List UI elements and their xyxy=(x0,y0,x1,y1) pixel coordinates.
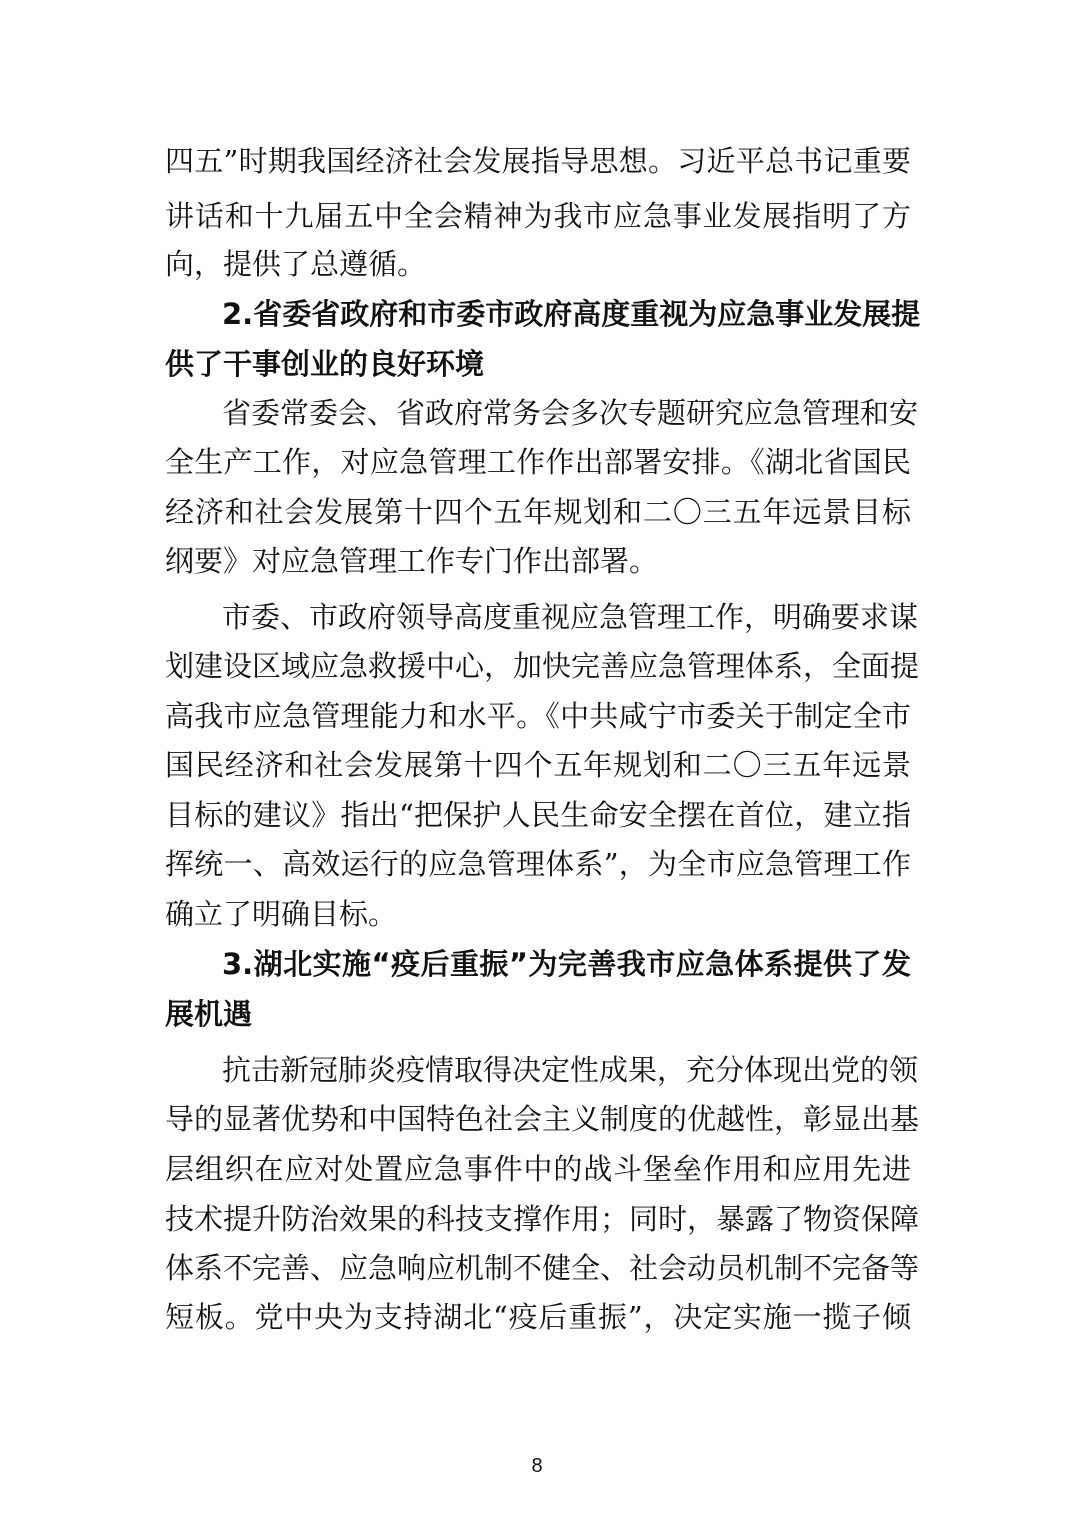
paragraph-line: 挥统一、高效运行的应急管理体系”，为全市应急管理工作 xyxy=(165,847,911,881)
page-number: 8 xyxy=(531,1455,543,1477)
paragraph-line: 向，提供了总遵循。 xyxy=(165,247,427,281)
paragraph-line: 省委常委会、省政府常务会多次专题研究应急管理和安 xyxy=(222,396,919,430)
section-heading-line: 3.湖北实施“疫后重振”为完善我市应急体系提供了发 xyxy=(222,947,911,981)
paragraph-line: 经济和社会发展第十四个五年规划和二〇三五年远景目标 xyxy=(165,495,911,529)
paragraph-line: 全生产工作，对应急管理工作作出部署安排。《湖北省国民 xyxy=(165,445,911,479)
paragraph-line: 四五”时期我国经济社会发展指导思想。习近平总书记重要 xyxy=(165,144,911,178)
paragraph-line: 层组织在应对处置应急事件中的战斗堡垒作用和应用先进 xyxy=(165,1152,911,1186)
paragraph-line: 确立了明确目标。 xyxy=(165,897,398,931)
paragraph-line: 划建设区域应急救援中心，加快完善应急管理体系，全面提 xyxy=(165,649,920,683)
paragraph-line: 讲话和十九届五中全会精神为我市应急事业发展指明了方 xyxy=(165,199,911,233)
paragraph-line: 纲要》对应急管理工作专门作出部署。 xyxy=(165,544,659,578)
paragraph-line: 技术提升防治效果的科技支撑作用；同时，暴露了物资保障 xyxy=(165,1202,920,1236)
section-heading-line: 展机遇 xyxy=(165,997,253,1031)
paragraph-line: 短板。党中央为支持湖北“疫后重振”，决定实施一揽子倾 xyxy=(165,1300,911,1334)
section-heading-line: 供了干事创业的良好环境 xyxy=(165,347,485,381)
paragraph-line: 高我市应急管理能力和水平。《中共咸宁市委关于制定全市 xyxy=(165,699,911,733)
paragraph-line: 抗击新冠肺炎疫情取得决定性成果，充分体现出党的领 xyxy=(222,1053,919,1087)
paragraph-line: 导的显著优势和中国特色社会主义制度的优越性，彰显出基 xyxy=(165,1102,920,1136)
paragraph-line: 国民经济和社会发展第十四个五年规划和二〇三五年远景 xyxy=(165,748,911,782)
paragraph-line: 市委、市政府领导高度重视应急管理工作，明确要求谋 xyxy=(222,600,919,634)
paragraph-line: 体系不完善、应急响应机制不健全、社会动员机制不完备等 xyxy=(165,1251,920,1285)
section-heading-line: 2.省委省政府和市委市政府高度重视为应急事业发展提 xyxy=(222,297,921,331)
paragraph-line: 目标的建议》指出“把保护人民生命安全摆在首位，建立指 xyxy=(165,798,911,832)
